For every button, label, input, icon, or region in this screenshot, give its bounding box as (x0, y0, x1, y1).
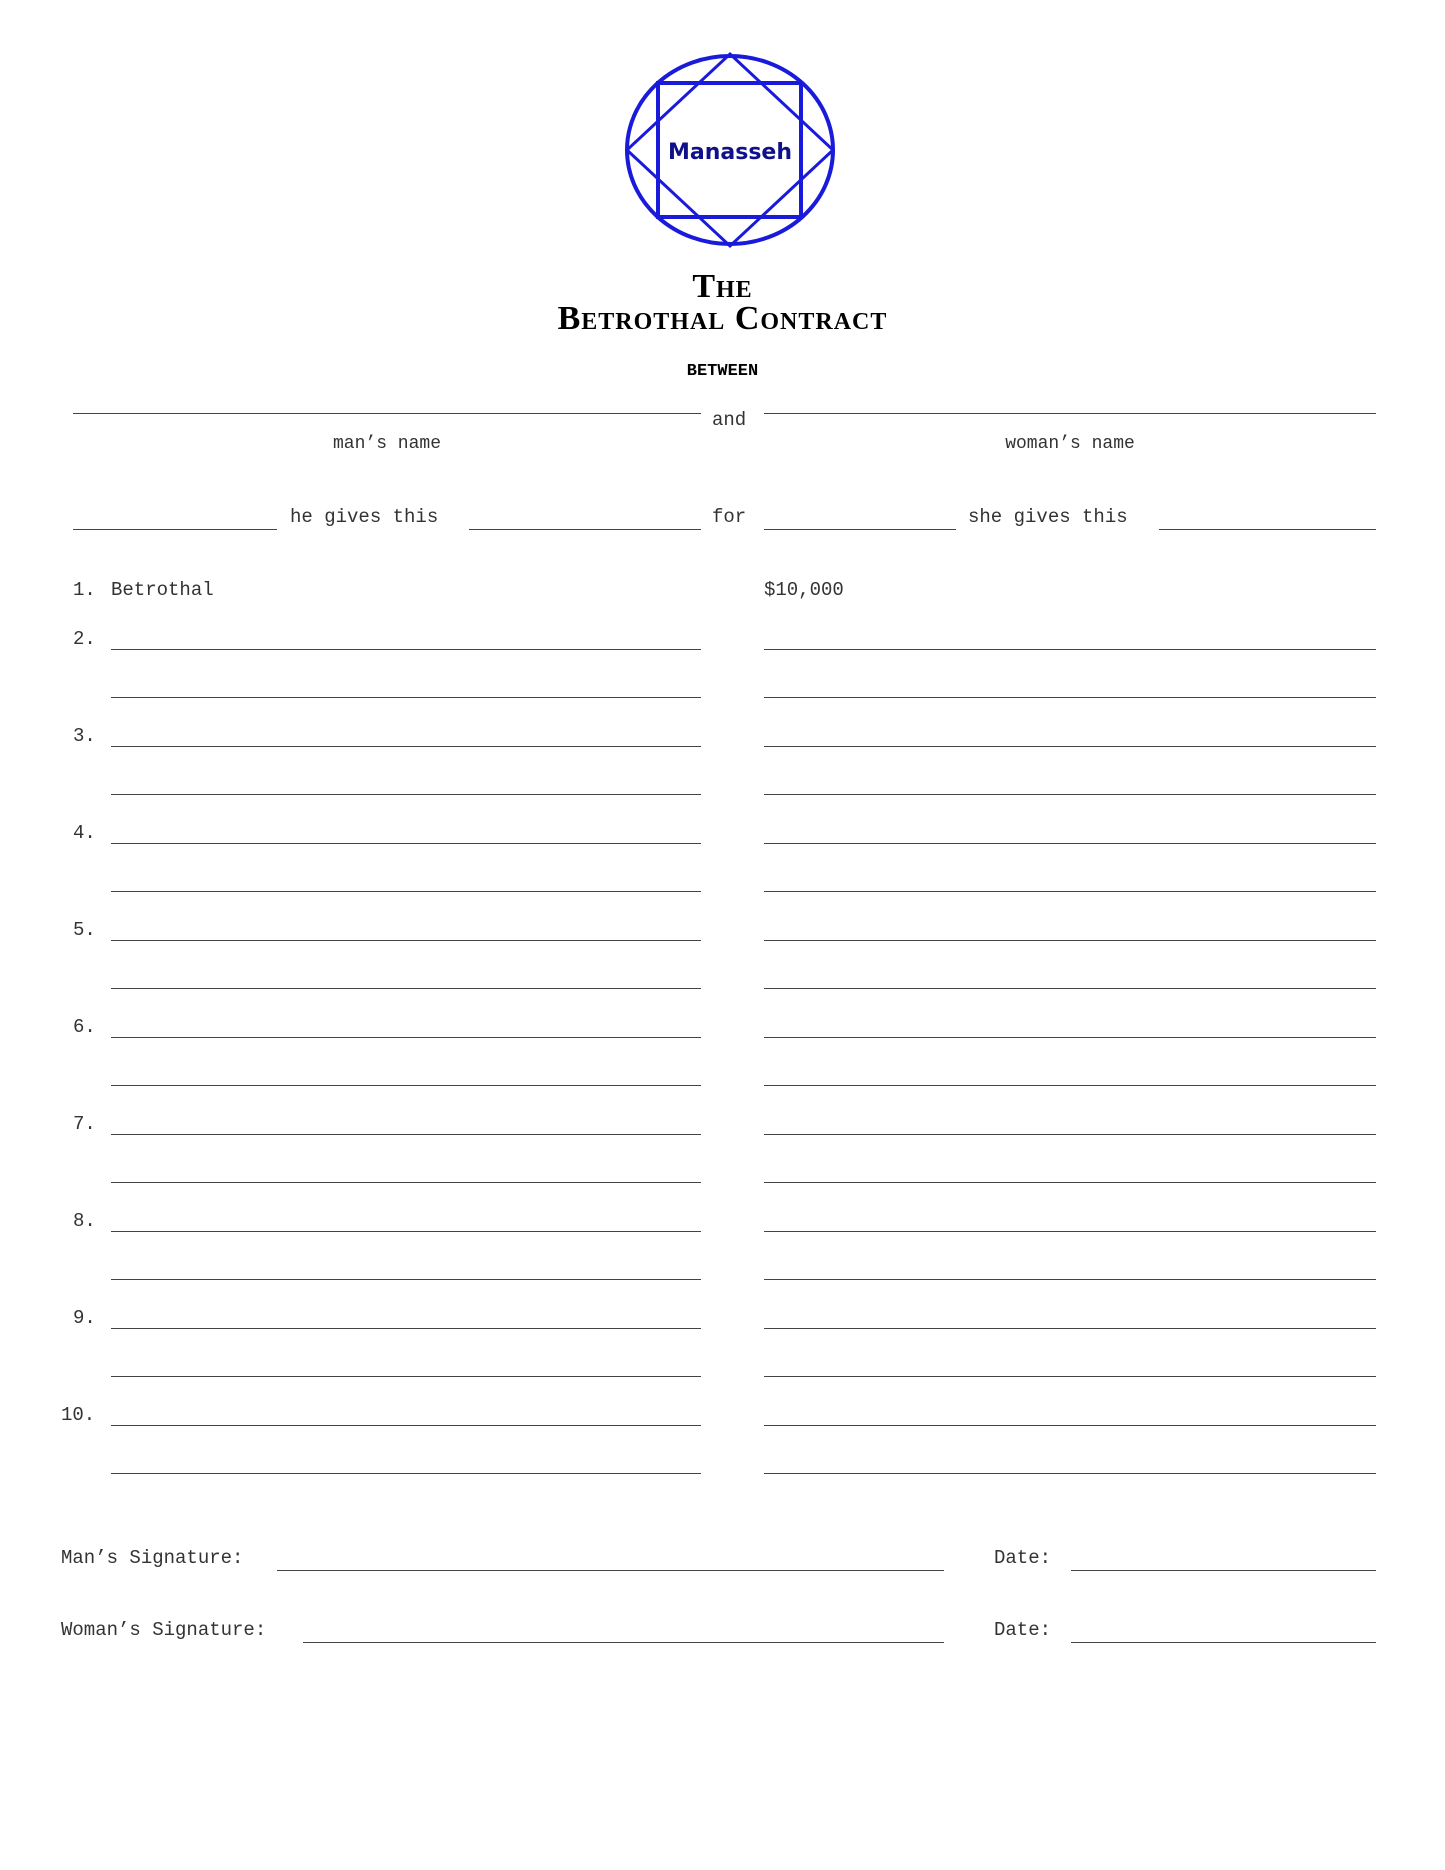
woman-name-caption: woman’s name (1005, 434, 1135, 454)
item-right-field-continued[interactable] (764, 697, 1376, 698)
item-right-field-continued[interactable] (764, 1473, 1376, 1474)
item-right-value: $10,000 (764, 579, 844, 601)
item-left-field-continued[interactable] (111, 1473, 701, 1474)
item-left-field-continued[interactable] (111, 1085, 701, 1086)
item-right-field[interactable] (764, 1231, 1376, 1232)
item-right-field[interactable] (764, 843, 1376, 844)
item-left-field[interactable] (111, 1037, 701, 1038)
item-right-field[interactable] (764, 940, 1376, 941)
item-number: 2. (73, 628, 96, 650)
item-number: 8. (73, 1210, 96, 1232)
item-left-field[interactable] (111, 1134, 701, 1135)
item-number: 10. (61, 1404, 96, 1426)
item-left-field-continued[interactable] (111, 988, 701, 989)
man-signature-label: Man’s Signature: (61, 1547, 244, 1569)
man-signature-field[interactable] (277, 1570, 944, 1571)
item-right-field-continued[interactable] (764, 891, 1376, 892)
item-left-field[interactable] (111, 940, 701, 941)
woman-date-label: Date: (994, 1619, 1052, 1641)
item-number: 6. (73, 1016, 96, 1038)
woman-signature-label: Woman’s Signature: (61, 1619, 267, 1641)
item-left-value: Betrothal (111, 579, 214, 601)
item-right-field[interactable] (764, 649, 1376, 650)
item-right-field[interactable] (764, 746, 1376, 747)
item-left-field[interactable] (111, 843, 701, 844)
item-number: 7. (73, 1113, 96, 1135)
man-date-label: Date: (994, 1547, 1052, 1569)
item-right-field-continued[interactable] (764, 794, 1376, 795)
manasseh-logo (624, 50, 836, 250)
item-left-field[interactable] (111, 649, 701, 650)
item-right-field[interactable] (764, 1037, 1376, 1038)
item-right-field-continued[interactable] (764, 988, 1376, 989)
item-right-field-continued[interactable] (764, 1182, 1376, 1183)
item-left-field[interactable] (111, 1425, 701, 1426)
she-gives-field[interactable] (1159, 529, 1376, 530)
he-gives-blank[interactable] (73, 529, 277, 530)
item-right-field[interactable] (764, 1425, 1376, 1426)
item-right-field-continued[interactable] (764, 1376, 1376, 1377)
she-gives-label: she gives this (968, 506, 1128, 528)
she-gives-blank[interactable] (764, 529, 956, 530)
title-line-2: Betrothal Contract (557, 300, 888, 337)
item-number: 3. (73, 725, 96, 747)
item-left-field-continued[interactable] (111, 1376, 701, 1377)
and-label: and (712, 409, 747, 431)
title-line-1: The (692, 268, 753, 305)
woman-name-field[interactable] (764, 413, 1376, 414)
man-date-field[interactable] (1071, 1570, 1376, 1571)
item-left-field-continued[interactable] (111, 794, 701, 795)
woman-date-field[interactable] (1071, 1642, 1376, 1643)
item-left-field-continued[interactable] (111, 697, 701, 698)
logo-text: Manasseh (667, 140, 793, 165)
item-right-field-continued[interactable] (764, 1085, 1376, 1086)
item-left-field[interactable] (111, 1231, 701, 1232)
item-number: 1. (73, 579, 96, 601)
between-heading: BETWEEN (686, 362, 759, 381)
item-left-field-continued[interactable] (111, 1182, 701, 1183)
item-left-field[interactable] (111, 1328, 701, 1329)
he-gives-field[interactable] (469, 529, 701, 530)
item-number: 4. (73, 822, 96, 844)
he-gives-label: he gives this (290, 506, 439, 528)
item-right-field[interactable] (764, 1134, 1376, 1135)
man-name-field[interactable] (73, 413, 701, 414)
woman-signature-field[interactable] (303, 1642, 944, 1643)
item-left-field-continued[interactable] (111, 1279, 701, 1280)
item-left-field[interactable] (111, 746, 701, 747)
item-left-field-continued[interactable] (111, 891, 701, 892)
item-right-field[interactable] (764, 1328, 1376, 1329)
for-label: for (712, 506, 747, 528)
item-number: 5. (73, 919, 96, 941)
item-right-field-continued[interactable] (764, 1279, 1376, 1280)
item-number: 9. (73, 1307, 96, 1329)
man-name-caption: man’s name (332, 434, 442, 454)
